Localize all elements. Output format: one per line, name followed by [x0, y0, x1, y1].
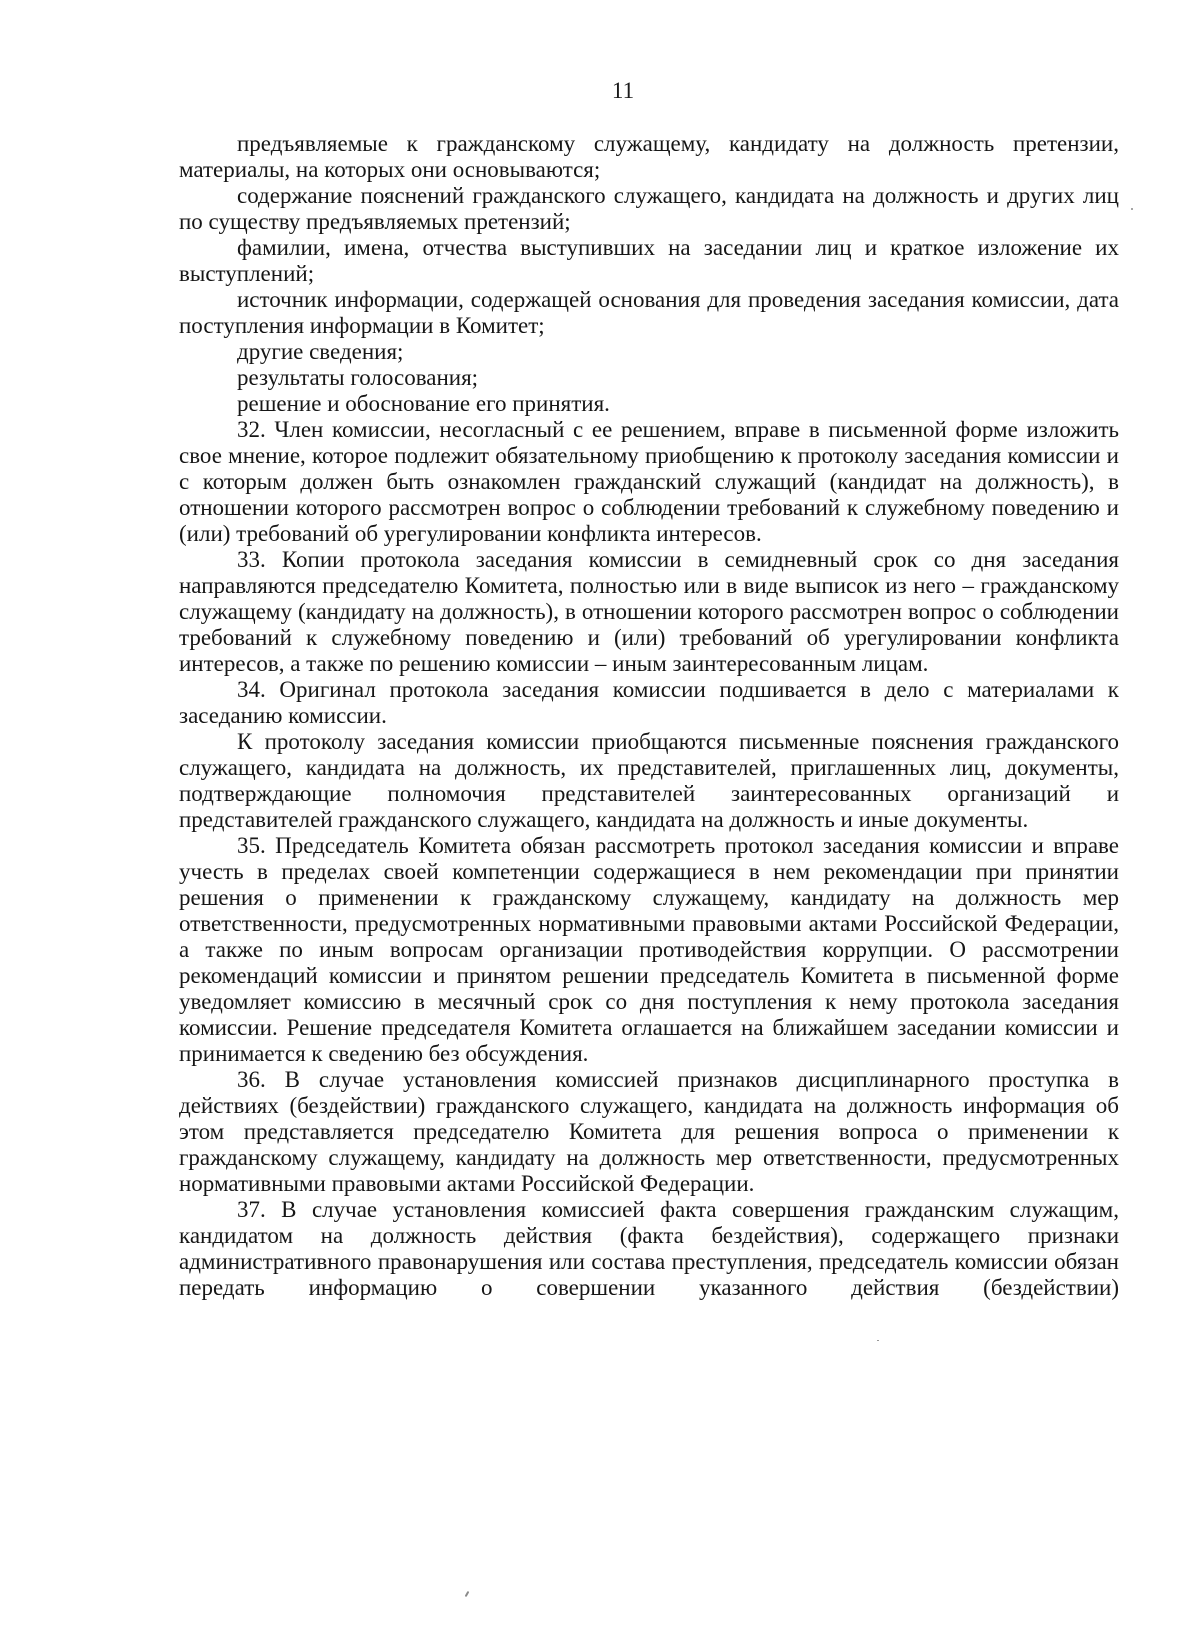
paragraph-other-info: другие сведения; — [237, 339, 404, 364]
paragraph-item-36: 36. В случае установления комиссией признаков дисциплинарного проступка в действиях (бездействии) гражданского служащего, кандидата на должность информация об этом представляется председателю Комитета для решения вопроса о применении к гражданскому служащему, кандидату на должность мер ответственности, предусмотренных нормативными правовыми актами Российской Федерации. — [179, 1067, 1119, 1196]
scan-speck — [465, 1591, 470, 1597]
paragraph-item-33: 33. Копии протокола заседания комиссии в семидневный срок со дня заседания направляются председателю Комитета, полностью или в виде выписок из него – гражданскому служащему (кандидату на должность), в отношении которого рассмотрен вопрос о соблюдении требований к служебному поведению и (или) требований об урегулировании конфликта интересов, а также по решению комиссии – иным заинтересованным лицам. — [179, 547, 1119, 676]
paragraph-explanations: содержание пояснений гражданского служащего, кандидата на должность и других лиц по существу предъявляемых претензий; — [179, 183, 1119, 234]
paragraph-claims: предъявляемые к гражданскому служащему, кандидату на должность претензии, материалы, на которых они основываются; — [179, 131, 1119, 182]
paragraph-voting-results: результаты голосования; — [237, 365, 479, 390]
scan-speck — [877, 1340, 879, 1341]
paragraph-attachments: К протоколу заседания комиссии приобщаются письменные пояснения гражданского служащего, кандидата на должность, их представителей, приглашенных лиц, документы, подтверждающие полномочия представителей заинтересованных организаций и представителей гражданского служащего, кандидата на должность и иные документы. — [179, 729, 1119, 832]
page-number: 11 — [611, 78, 635, 103]
paragraph-item-34: 34. Оригинал протокола заседания комиссии подшивается в дело с материалами к заседанию комиссии. — [179, 677, 1119, 728]
document-body — [179, 131, 1119, 1301]
paragraph-information-source: источник информации, содержащей основания для проведения заседания комиссии, дата поступления информации в Комитет; — [179, 287, 1119, 338]
paragraph-speakers: фамилии, имена, отчества выступивших на заседании лиц и краткое изложение их выступлений; — [179, 235, 1119, 286]
paragraph-item-32: 32. Член комиссии, несогласный с ее решением, вправе в письменной форме изложить свое мнение, которое подлежит обязательному приобщению к протоколу заседания комиссии и с которым должен быть ознакомлен гражданский служащий (кандидат на должность), в отношении которого рассмотрен вопрос о соблюдении требований к служебному поведению и (или) требований об урегулировании конфликта интересов. — [179, 417, 1119, 546]
paragraph-item-35: 35. Председатель Комитета обязан рассмотреть протокол заседания комиссии и вправе учесть в пределах своей компетенции содержащиеся в нем рекомендации при принятии решения о применении к гражданскому служащему, кандидату на должность мер ответственности, предусмотренных нормативными правовыми актами Российской Федерации, а также по иным вопросам организации противодействия коррупции. О рассмотрении рекомендаций комиссии и принятом решении председатель Комитета в письменной форме уведомляет комиссию в месячный срок со дня поступления к нему протокола заседания комиссии. Решение председателя Комитета оглашается на ближайшем заседании комиссии и принимается к сведению без обсуждения. — [179, 833, 1119, 1066]
scan-speck — [1131, 208, 1133, 210]
paragraph-decision: решение и обоснование его принятия. — [237, 391, 610, 416]
paragraph-item-37: 37. В случае установления комиссией факта совершения гражданским служащим, кандидатом на должность действия (факта бездействия), содержащего признаки административного правонарушения или состава преступления, председатель комиссии обязан передать информацию о совершении указанного действия (бездействии) — [179, 1197, 1119, 1300]
